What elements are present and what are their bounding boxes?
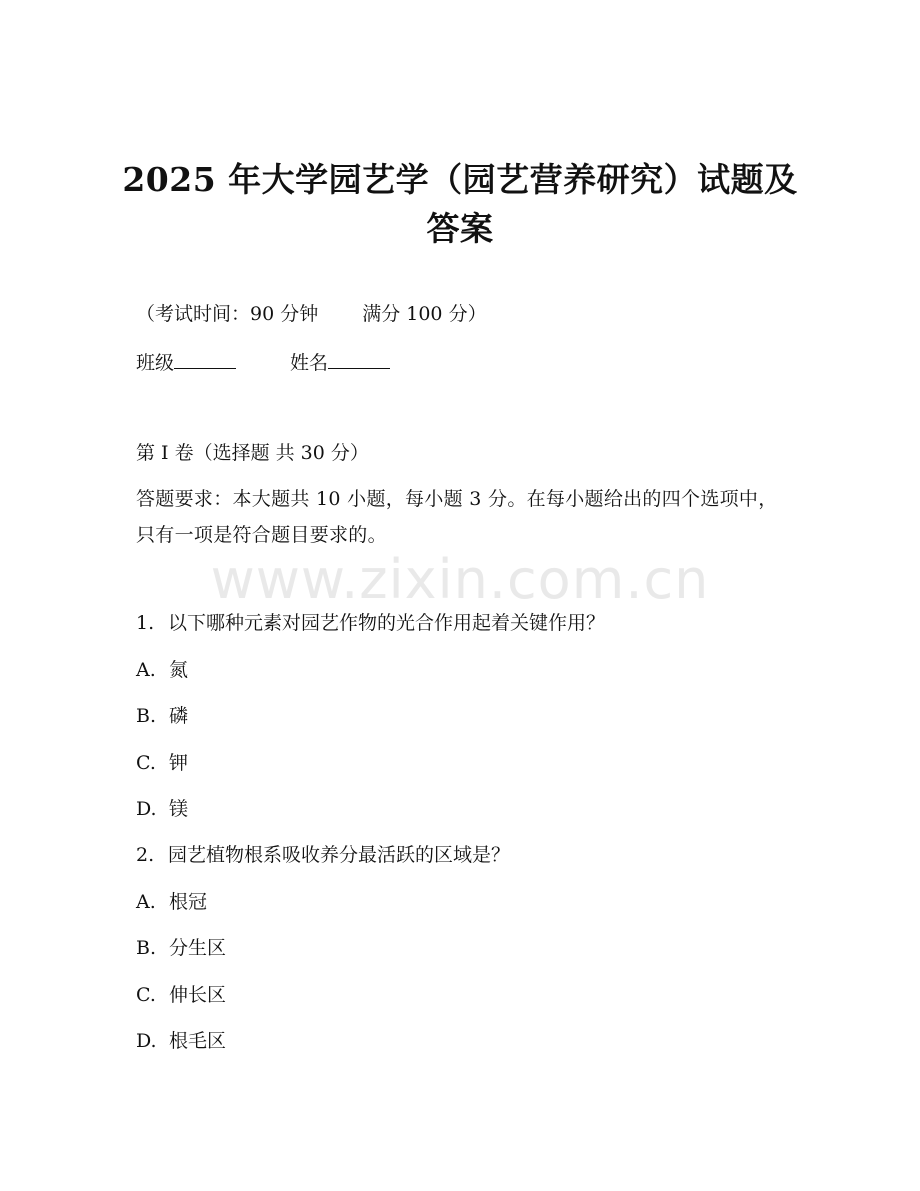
question-1-option-b <box>136 704 188 728</box>
question-1 <box>136 611 605 635</box>
question-2-option-c <box>136 983 226 1007</box>
question-2-option-d <box>136 1029 226 1053</box>
class-blank <box>174 350 236 369</box>
option-letter: D. <box>136 798 157 820</box>
question-number: 2. <box>136 844 155 866</box>
exam-info <box>136 302 487 326</box>
class-label: 班级 <box>136 352 175 374</box>
option-text: 分生区 <box>169 937 227 959</box>
option-text: 氮 <box>169 659 189 681</box>
student-info <box>136 350 390 375</box>
option-letter: D. <box>136 1030 157 1052</box>
watermark: www.zixin.com.cn <box>210 548 710 611</box>
option-text: 磷 <box>169 705 189 727</box>
option-text: 钾 <box>169 752 189 774</box>
instructions: 答题要求：本大题共 10 小题，每小题 3 分。在每小题给出的四个选项中，只有一项是符合题目要求的。 <box>136 488 778 546</box>
option-letter: C. <box>136 752 156 774</box>
option-text: 镁 <box>169 798 189 820</box>
exam-time: （考试时间：90 分钟 <box>136 303 319 325</box>
exam-score: 满分 100 分） <box>362 303 487 325</box>
option-letter: B. <box>136 705 157 727</box>
question-number: 1. <box>136 612 155 634</box>
document-title-line-2: 答案 <box>426 209 494 248</box>
question-1-option-a <box>136 658 188 682</box>
question-text: 以下哪种元素对园艺作物的光合作用起着关键作用？ <box>168 612 606 634</box>
question-2 <box>136 843 510 867</box>
name-blank <box>328 350 390 369</box>
question-1-option-c <box>136 751 188 775</box>
option-text: 根毛区 <box>169 1030 227 1052</box>
option-letter: C. <box>136 984 156 1006</box>
option-text: 伸长区 <box>169 984 227 1006</box>
question-2-option-a <box>136 890 207 914</box>
name-label: 姓名 <box>290 352 329 374</box>
document-title-line-1: 2025 年大学园艺学（园艺营养研究）试题及 <box>122 160 798 199</box>
option-text: 根冠 <box>169 891 208 913</box>
question-2-option-b <box>136 936 226 960</box>
question-text: 园艺植物根系吸收养分最活跃的区域是？ <box>168 844 511 866</box>
option-letter: A. <box>136 891 156 913</box>
section-heading: 第 I 卷（选择题 共 30 分） <box>136 442 369 464</box>
question-1-option-d <box>136 797 188 821</box>
option-letter: B. <box>136 937 157 959</box>
option-letter: A. <box>136 659 156 681</box>
